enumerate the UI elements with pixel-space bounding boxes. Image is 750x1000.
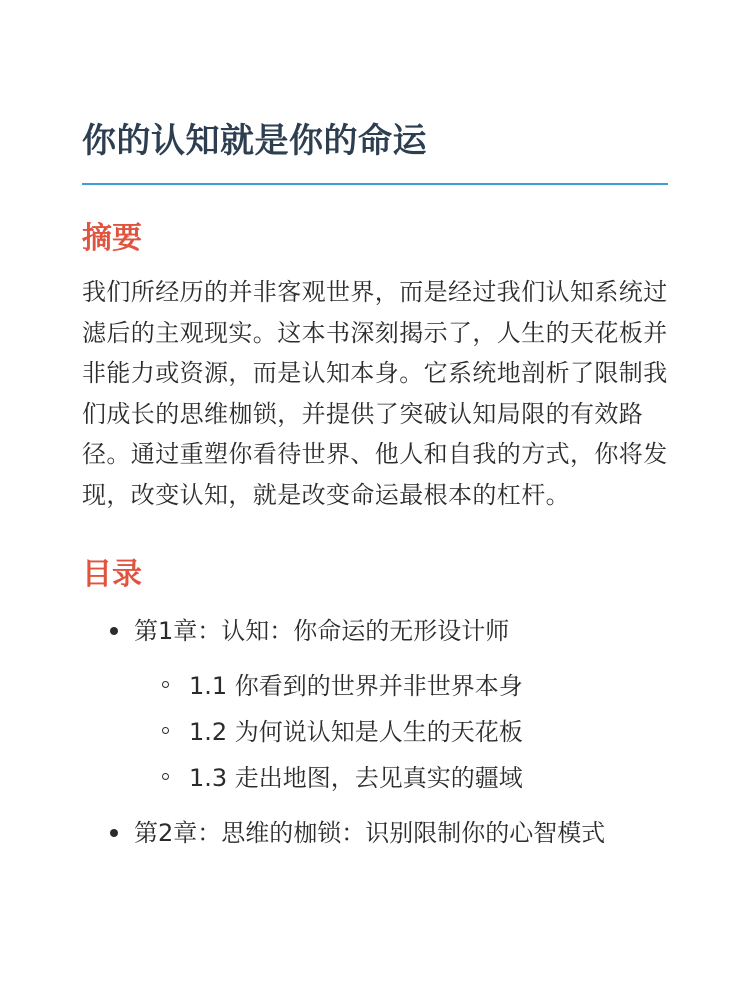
section-label: 1.2 为何说认知是人生的天花板 [189,718,523,746]
chapter-1-sections [134,663,668,801]
title-divider [82,183,668,185]
toc-section-1-1 [134,663,668,709]
bullet-disc-icon [110,627,118,635]
page-title: 你的认知就是你的命运 [82,121,427,161]
bullet-circle-icon [162,773,169,780]
toc-heading: 目录 [82,557,142,592]
chapter-label: 第1章：认知：你命运的无形设计师 [134,617,510,645]
toc-section-1-2 [134,709,668,755]
section-label: 1.1 你看到的世界并非世界本身 [189,672,523,700]
section-label: 1.3 走出地图，去见真实的疆域 [189,764,523,792]
toc-chapter-2 [82,813,668,853]
toc-section-1-3 [134,755,668,801]
bullet-circle-icon [162,681,169,688]
summary-heading: 摘要 [82,221,142,256]
chapter-label: 第2章：思维的枷锁：识别限制你的心智模式 [134,819,606,847]
toc-chapter-1 [82,611,668,801]
table-of-contents [82,611,668,853]
bullet-circle-icon [162,727,169,734]
summary-text: 我们所经历的并非客观世界，而是经过我们认知系统过滤后的主观现实。这本书深刻揭示了，人生的天花板并非能力或资源，而是认知本身。它系统地剖析了限制我们成长的思维枷锁，并提供了突破认知局限的有效路径。通过重塑你看待世界、他人和自我的方式，你将发现，改变认知，就是改变命运最根本的杠杆。 [82,278,668,509]
bullet-disc-icon [110,829,118,837]
